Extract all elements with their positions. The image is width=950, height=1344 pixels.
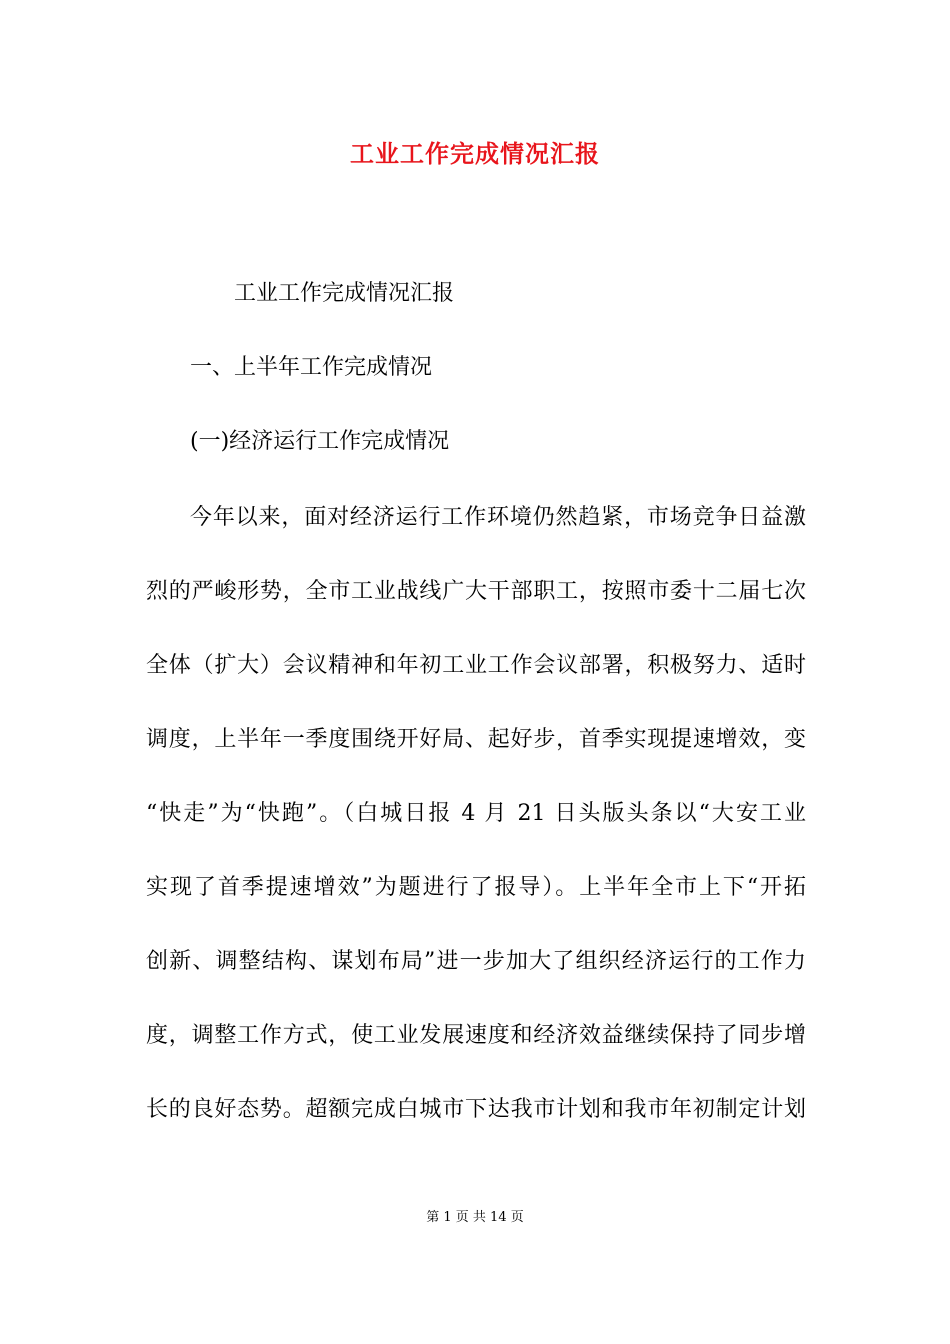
body-line: 实现了首季提速增效”为题进行了报导）。上半年全市上下“开拓 xyxy=(146,875,806,900)
document-subtitle: 工业工作完成情况汇报 xyxy=(234,281,455,306)
page-footer xyxy=(0,1206,950,1230)
body-line: 长的良好态势。超额完成白城市下达我市计划和我市年初制定计划 xyxy=(146,1097,806,1122)
body-line: “快走”为“快跑”。（白城日报 4 月 21 日头版头条以“大安工业 xyxy=(146,801,806,826)
body-line: 全体（扩大）会议精神和年初工业工作会议部署，积极努力、适时 xyxy=(146,653,806,678)
body-line: 烈的严峻形势，全市工业战线广大干部职工，按照市委十二届七次 xyxy=(146,579,806,604)
body-line: 度，调整工作方式，使工业发展速度和经济效益继续保持了同步增 xyxy=(146,1023,806,1048)
section-heading: 一、上半年工作完成情况 xyxy=(190,355,433,380)
body-line: 调度，上半年一季度围绕开好局、起好步，首季实现提速增效，变 xyxy=(146,727,806,752)
body-line: 创新、调整结构、谋划布局”进一步加大了组织经济运行的工作力 xyxy=(146,949,806,974)
document-title: 工业工作完成情况汇报 xyxy=(350,139,600,168)
subsection-heading: (一)经济运行工作完成情况 xyxy=(190,429,450,454)
body-line: 今年以来，面对经济运行工作环境仍然趋紧，市场竞争日益激 xyxy=(190,505,806,530)
page-number-label: 第 1 页 共 14 页 xyxy=(426,1210,524,1225)
